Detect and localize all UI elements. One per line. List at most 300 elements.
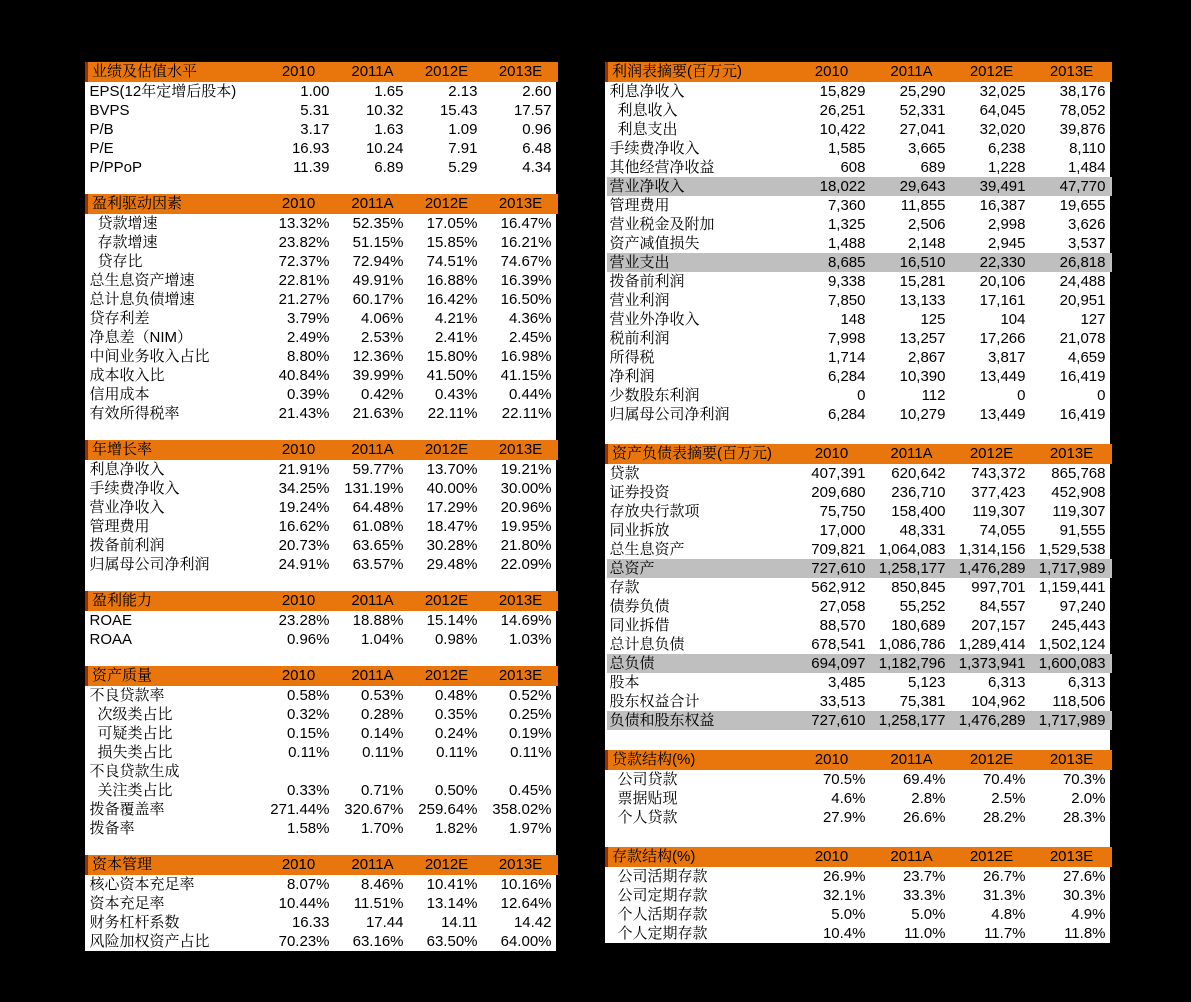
cell-value: 11.7% bbox=[984, 925, 1026, 942]
column-header: 2012E bbox=[410, 62, 484, 82]
table-row bbox=[87, 630, 558, 649]
cell-value: 0.48% bbox=[434, 687, 478, 704]
cell-value: 32.1% bbox=[822, 887, 866, 904]
column-header: 2012E bbox=[410, 855, 484, 875]
column-header: 2011A bbox=[872, 750, 952, 770]
cell-value: 1,289,414 bbox=[958, 636, 1026, 653]
cell-value: 17,000 bbox=[819, 522, 866, 539]
cell-value: 30.28% bbox=[426, 537, 478, 554]
cell-value: 0.11% bbox=[436, 744, 478, 761]
row-label: 存放央行款项 bbox=[609, 503, 700, 520]
cell-value: 13,449 bbox=[979, 406, 1026, 423]
cell-value: 8.80% bbox=[286, 348, 330, 365]
row-label: 总资产 bbox=[607, 559, 792, 578]
cell-value: 12.36% bbox=[352, 348, 404, 365]
cell-value: 19.24% bbox=[278, 499, 330, 516]
row-label: 有效所得税率 bbox=[89, 405, 180, 422]
table-row bbox=[87, 158, 558, 177]
cell-value: 3.79% bbox=[286, 310, 330, 327]
cell-value: 63.65% bbox=[352, 537, 404, 554]
table-row bbox=[607, 329, 1112, 348]
cell-value: 5.0% bbox=[911, 906, 946, 923]
table-row bbox=[87, 555, 558, 574]
table-income-statement bbox=[605, 62, 1112, 424]
table-title: 盈利驱动因素 bbox=[87, 194, 262, 214]
cell-value: 1,314,156 bbox=[958, 541, 1026, 558]
cell-value: 16.93 bbox=[291, 140, 330, 157]
table-row bbox=[607, 635, 1112, 654]
table-row bbox=[87, 271, 558, 290]
cell-value: 10.44% bbox=[278, 895, 330, 912]
cell-value: 1,488 bbox=[827, 235, 866, 252]
cell-value: 158,400 bbox=[891, 503, 946, 520]
cell-value: 22.09% bbox=[500, 556, 552, 573]
row-label: 净利润 bbox=[609, 368, 655, 385]
cell-value: 1.58% bbox=[286, 820, 330, 837]
column-header: 2012E bbox=[952, 62, 1032, 82]
cell-value: 2,148 bbox=[907, 235, 946, 252]
cell-value: 24,488 bbox=[1059, 273, 1106, 290]
table-row bbox=[607, 464, 1112, 483]
table-row bbox=[607, 177, 1112, 196]
cell-value: 39,876 bbox=[1059, 121, 1106, 138]
row-label: 手续费净收入 bbox=[609, 140, 700, 157]
table-row bbox=[607, 367, 1112, 386]
table-row bbox=[87, 686, 558, 705]
row-label: 存款增速 bbox=[97, 234, 158, 251]
row-label: 拨备覆盖率 bbox=[89, 801, 165, 818]
cell-value: 320.67% bbox=[344, 801, 404, 818]
cell-value: 1,502,124 bbox=[1038, 636, 1106, 653]
table-title: 贷款结构(%) bbox=[607, 750, 792, 770]
cell-value: 29.48% bbox=[426, 556, 478, 573]
column-header: 2010 bbox=[262, 62, 336, 82]
table-row bbox=[607, 215, 1112, 234]
cell-value: 91,555 bbox=[1059, 522, 1106, 539]
table-performance-valuation bbox=[85, 62, 558, 177]
table-row bbox=[607, 654, 1112, 673]
cell-value: 61.08% bbox=[352, 518, 404, 535]
table-row bbox=[607, 789, 1112, 808]
cell-value: 850,845 bbox=[891, 579, 946, 596]
cell-value: 14.69% bbox=[500, 612, 552, 629]
column-header: 2012E bbox=[410, 591, 484, 611]
table-row bbox=[607, 578, 1112, 597]
cell-value: 55,252 bbox=[899, 598, 946, 615]
cell-value: 1,717,989 bbox=[1032, 559, 1112, 578]
cell-value: 358.02% bbox=[492, 801, 552, 818]
table-row bbox=[87, 214, 558, 233]
column-header: 2013E bbox=[1032, 847, 1112, 867]
cell-value: 1,714 bbox=[827, 349, 866, 366]
row-label: 营业税金及附加 bbox=[609, 216, 715, 233]
table-row bbox=[607, 405, 1112, 424]
column-header: 2012E bbox=[410, 194, 484, 214]
cell-value: 0.33% bbox=[286, 782, 330, 799]
row-label: P/B bbox=[89, 121, 114, 138]
cell-value: 1,373,941 bbox=[952, 654, 1032, 673]
cell-value: 0.42% bbox=[360, 386, 404, 403]
table-asset-quality bbox=[85, 666, 558, 838]
cell-value: 259.64% bbox=[418, 801, 478, 818]
row-label: 贷存利差 bbox=[89, 310, 150, 327]
cell-value: 7,360 bbox=[827, 197, 866, 214]
cell-value: 32,025 bbox=[979, 83, 1026, 100]
table-profitability bbox=[85, 591, 558, 649]
cell-value: 727,610 bbox=[792, 711, 872, 730]
cell-value: 78,052 bbox=[1059, 102, 1106, 119]
cell-value: 22.11% bbox=[427, 405, 478, 422]
cell-value: 63.16% bbox=[352, 933, 404, 950]
cell-value: 16.88% bbox=[426, 272, 478, 289]
cell-value: 63.50% bbox=[426, 933, 478, 950]
cell-value: 21.91% bbox=[278, 461, 330, 478]
cell-value: 23.82% bbox=[278, 234, 330, 251]
row-label: 个人定期存款 bbox=[617, 925, 708, 942]
column-header: 2012E bbox=[410, 440, 484, 460]
cell-value: 6,238 bbox=[987, 140, 1026, 157]
cell-value: 26.9% bbox=[822, 868, 866, 885]
column-header: 2010 bbox=[792, 62, 872, 82]
cell-value: 1,585 bbox=[827, 140, 866, 157]
row-label: 利息收入 bbox=[617, 102, 678, 119]
cell-value: 0.58% bbox=[286, 687, 330, 704]
cell-value: 13,133 bbox=[899, 292, 946, 309]
table-balance-sheet bbox=[605, 444, 1112, 730]
cell-value: 0.52% bbox=[508, 687, 552, 704]
row-label: 总负债 bbox=[607, 654, 792, 673]
cell-value: 24.91% bbox=[278, 556, 330, 573]
cell-value: 21.27% bbox=[278, 291, 330, 308]
table-row bbox=[87, 385, 558, 404]
table-header-row bbox=[87, 62, 558, 82]
cell-value bbox=[336, 762, 410, 781]
row-label: 利息净收入 bbox=[609, 83, 685, 100]
table-row bbox=[87, 328, 558, 347]
cell-value: 52,331 bbox=[899, 102, 946, 119]
cell-value: 18.47% bbox=[426, 518, 478, 535]
table-row bbox=[607, 502, 1112, 521]
cell-value: 21.63% bbox=[352, 405, 404, 422]
cell-value: 27.9% bbox=[822, 809, 866, 826]
table-row bbox=[607, 559, 1112, 578]
table-row bbox=[607, 483, 1112, 502]
table-row bbox=[607, 867, 1112, 886]
cell-value: 15,829 bbox=[819, 83, 866, 100]
cell-value: 7.91 bbox=[448, 140, 478, 157]
cell-value: 6,284 bbox=[827, 406, 866, 423]
cell-value: 104,962 bbox=[971, 693, 1026, 710]
table-title: 业绩及估值水平 bbox=[87, 62, 262, 82]
row-label: 利息净收入 bbox=[89, 461, 165, 478]
cell-value: 209,680 bbox=[811, 484, 866, 501]
cell-value: 30.3% bbox=[1062, 887, 1106, 904]
cell-value: 16,510 bbox=[872, 253, 952, 272]
cell-value: 2.8% bbox=[911, 790, 946, 807]
row-label: 财务杠杆系数 bbox=[89, 914, 180, 931]
cell-value: 21.43% bbox=[278, 405, 330, 422]
cell-value: 125 bbox=[920, 311, 946, 328]
cell-value: 3,817 bbox=[987, 349, 1026, 366]
column-header: 2011A bbox=[336, 440, 410, 460]
cell-value: 2,945 bbox=[987, 235, 1026, 252]
table-row bbox=[607, 158, 1112, 177]
cell-value: 63.57% bbox=[352, 556, 404, 573]
cell-value: 4.8% bbox=[991, 906, 1026, 923]
table-row bbox=[607, 905, 1112, 924]
table-row bbox=[87, 404, 558, 423]
cell-value: 16,419 bbox=[1059, 368, 1106, 385]
cell-value: 0.53% bbox=[360, 687, 404, 704]
cell-value: 15.14% bbox=[426, 612, 478, 629]
cell-value: 104 bbox=[1000, 311, 1026, 328]
row-label: 个人活期存款 bbox=[617, 906, 708, 923]
cell-value: 5.0% bbox=[831, 906, 866, 923]
row-label: BVPS bbox=[89, 102, 130, 119]
cell-value: 0 bbox=[1017, 387, 1026, 404]
cell-value: 6,284 bbox=[827, 368, 866, 385]
cell-value: 16.62% bbox=[278, 518, 330, 535]
row-label: 贷存比 bbox=[97, 253, 143, 270]
cell-value: 8.46% bbox=[360, 876, 404, 893]
column-header: 2013E bbox=[1032, 62, 1112, 82]
row-label: 营业外净收入 bbox=[609, 311, 700, 328]
cell-value: 22.81% bbox=[278, 272, 330, 289]
cell-value: 15.85% bbox=[426, 234, 478, 251]
table-header-row bbox=[87, 855, 558, 875]
row-label: 负债和股东权益 bbox=[607, 711, 792, 730]
row-label: 存款 bbox=[609, 579, 640, 596]
column-header: 2011A bbox=[336, 666, 410, 686]
cell-value: 15.80% bbox=[426, 348, 478, 365]
cell-value: 22.11% bbox=[501, 405, 552, 422]
cell-value: 1.09 bbox=[448, 121, 478, 138]
cell-value: 49.91% bbox=[352, 272, 404, 289]
table-row bbox=[87, 913, 558, 932]
cell-value: 2.13 bbox=[448, 83, 478, 100]
cell-value: 30.00% bbox=[500, 480, 552, 497]
row-label: 不良贷款率 bbox=[89, 687, 165, 704]
row-label: 资产减值损失 bbox=[609, 235, 700, 252]
cell-value: 29,643 bbox=[872, 177, 952, 196]
row-label: 中间业务收入占比 bbox=[89, 348, 210, 365]
cell-value: 1,476,289 bbox=[952, 559, 1032, 578]
row-label: 手续费净收入 bbox=[89, 480, 180, 497]
cell-value: 0.25% bbox=[508, 706, 552, 723]
cell-value: 0.14% bbox=[360, 725, 404, 742]
table-row bbox=[607, 924, 1112, 943]
cell-value: 452,908 bbox=[1051, 484, 1106, 501]
cell-value: 1,228 bbox=[987, 159, 1026, 176]
column-header: 2010 bbox=[792, 444, 872, 464]
table-capital-management bbox=[85, 855, 558, 951]
cell-value: 17,161 bbox=[979, 292, 1026, 309]
cell-value: 4.06% bbox=[360, 310, 404, 327]
cell-value: 4.21% bbox=[434, 310, 478, 327]
cell-value: 13.70% bbox=[426, 461, 478, 478]
cell-value: 26.7% bbox=[982, 868, 1026, 885]
cell-value: 0.96 bbox=[522, 121, 552, 138]
cell-value: 4.6% bbox=[831, 790, 866, 807]
table-row bbox=[87, 894, 558, 913]
row-label: 拨备前利润 bbox=[609, 273, 685, 290]
column-header: 2011A bbox=[872, 444, 952, 464]
table-header-row bbox=[87, 440, 558, 460]
cell-value: 694,097 bbox=[792, 654, 872, 673]
cell-value: 0.11% bbox=[510, 744, 552, 761]
cell-value: 2,998 bbox=[987, 216, 1026, 233]
row-label: 公司活期存款 bbox=[617, 868, 708, 885]
row-label: 股本 bbox=[609, 674, 640, 691]
row-label: 总生息资产 bbox=[609, 541, 685, 558]
row-label: 贷款 bbox=[609, 465, 640, 482]
table-header-row bbox=[87, 666, 558, 686]
column-header: 2011A bbox=[336, 194, 410, 214]
row-label: 票据贴现 bbox=[617, 790, 678, 807]
cell-value: 17.44 bbox=[365, 914, 404, 931]
cell-value: 16.50% bbox=[500, 291, 552, 308]
cell-value: 11.51% bbox=[353, 895, 404, 912]
cell-value: 407,391 bbox=[811, 465, 866, 482]
cell-value: 1,600,083 bbox=[1032, 654, 1112, 673]
table-row bbox=[87, 101, 558, 120]
row-label: 管理费用 bbox=[609, 197, 670, 214]
cell-value: 10.32 bbox=[365, 102, 404, 119]
cell-value: 17.29% bbox=[426, 499, 478, 516]
cell-value: 5.31 bbox=[300, 102, 330, 119]
cell-value: 997,701 bbox=[971, 579, 1026, 596]
cell-value: 0.15% bbox=[286, 725, 330, 742]
column-header: 2011A bbox=[336, 591, 410, 611]
table-row bbox=[87, 705, 558, 724]
table-row bbox=[607, 886, 1112, 905]
column-header: 2012E bbox=[952, 444, 1032, 464]
row-label: 成本收入比 bbox=[89, 367, 165, 384]
cell-value: 25,290 bbox=[899, 83, 946, 100]
cell-value: 245,443 bbox=[1051, 617, 1106, 634]
table-title: 存款结构(%) bbox=[607, 847, 792, 867]
cell-value: 1.63 bbox=[374, 121, 404, 138]
cell-value: 1.00 bbox=[300, 83, 330, 100]
cell-value: 1,529,538 bbox=[1038, 541, 1106, 558]
cell-value: 562,912 bbox=[811, 579, 866, 596]
cell-value: 4.34 bbox=[522, 159, 552, 176]
row-label: 同业拆借 bbox=[609, 617, 670, 634]
cell-value: 70.23% bbox=[278, 933, 330, 950]
column-header: 2012E bbox=[410, 666, 484, 686]
column-header: 2011A bbox=[336, 855, 410, 875]
row-label: EPS(12年定增后股本) bbox=[89, 83, 237, 100]
cell-value: 2.49% bbox=[286, 329, 330, 346]
row-label: 拨备前利润 bbox=[89, 537, 165, 554]
row-label: 总生息资产增速 bbox=[89, 272, 195, 289]
cell-value: 1,484 bbox=[1067, 159, 1106, 176]
row-label: P/PPoP bbox=[89, 159, 143, 176]
cell-value: 70.5% bbox=[822, 771, 866, 788]
cell-value: 20,951 bbox=[1059, 292, 1106, 309]
cell-value: 17,266 bbox=[979, 330, 1026, 347]
row-label: 风险加权资产占比 bbox=[89, 933, 210, 950]
cell-value: 0.50% bbox=[434, 782, 478, 799]
cell-value: 0.11% bbox=[362, 744, 404, 761]
cell-value: 2.0% bbox=[1071, 790, 1106, 807]
column-header: 2013E bbox=[1032, 750, 1112, 770]
cell-value: 207,157 bbox=[971, 617, 1026, 634]
row-label: 不良贷款生成 bbox=[89, 763, 180, 780]
row-label: 可疑类占比 bbox=[97, 725, 173, 742]
cell-value: 75,750 bbox=[819, 503, 866, 520]
cell-value: 33.3% bbox=[902, 887, 946, 904]
cell-value: 23.7% bbox=[902, 868, 946, 885]
cell-value: 0.43% bbox=[434, 386, 478, 403]
cell-value: 1.03% bbox=[508, 631, 552, 648]
cell-value: 7,998 bbox=[827, 330, 866, 347]
cell-value: 743,372 bbox=[971, 465, 1026, 482]
row-label: 次级类占比 bbox=[97, 706, 173, 723]
cell-value: 0.28% bbox=[360, 706, 404, 723]
column-header: 2011A bbox=[872, 847, 952, 867]
table-row bbox=[607, 711, 1112, 730]
table-row bbox=[607, 616, 1112, 635]
cell-value: 15,281 bbox=[899, 273, 946, 290]
cell-value: 10.24 bbox=[365, 140, 404, 157]
cell-value: 1.82% bbox=[434, 820, 478, 837]
table-row bbox=[607, 808, 1112, 827]
cell-value: 727,610 bbox=[792, 559, 872, 578]
cell-value: 16.42% bbox=[426, 291, 478, 308]
table-row bbox=[87, 82, 558, 101]
cell-value: 51.15% bbox=[352, 234, 404, 251]
cell-value: 0.24% bbox=[434, 725, 478, 742]
cell-value: 0.11% bbox=[288, 744, 330, 761]
cell-value: 10.16% bbox=[500, 876, 552, 893]
cell-value: 16.47% bbox=[500, 215, 552, 232]
cell-value: 60.17% bbox=[352, 291, 404, 308]
cell-value bbox=[410, 762, 484, 781]
cell-value: 16.21% bbox=[500, 234, 552, 251]
row-label: 公司定期存款 bbox=[617, 887, 708, 904]
row-label: 管理费用 bbox=[89, 518, 150, 535]
cell-value: 2.45% bbox=[508, 329, 552, 346]
cell-value: 5.29 bbox=[448, 159, 478, 176]
cell-value: 11.0% bbox=[904, 925, 946, 942]
cell-value: 41.15% bbox=[500, 367, 552, 384]
column-header: 2013E bbox=[484, 855, 558, 875]
column-header: 2013E bbox=[484, 440, 558, 460]
table-row bbox=[87, 120, 558, 139]
cell-value: 4.36% bbox=[508, 310, 552, 327]
cell-value: 11.39 bbox=[293, 159, 330, 176]
table-row bbox=[607, 120, 1112, 139]
cell-value: 41.50% bbox=[426, 367, 478, 384]
cell-value: 14.11 bbox=[441, 914, 478, 931]
row-label: 营业净收入 bbox=[607, 177, 792, 196]
cell-value: 18,022 bbox=[792, 177, 872, 196]
cell-value: 26,251 bbox=[819, 102, 866, 119]
cell-value: 39.99% bbox=[352, 367, 404, 384]
table-row bbox=[87, 233, 558, 252]
right-tables-panel bbox=[605, 62, 1110, 943]
row-label: 税前利润 bbox=[609, 330, 670, 347]
table-row bbox=[607, 348, 1112, 367]
cell-value: 10,279 bbox=[899, 406, 946, 423]
cell-value: 0.45% bbox=[508, 782, 552, 799]
cell-value: 7,850 bbox=[827, 292, 866, 309]
row-label: 公司贷款 bbox=[617, 771, 678, 788]
cell-value: 28.2% bbox=[982, 809, 1026, 826]
cell-value: 52.35% bbox=[352, 215, 404, 232]
cell-value: 70.4% bbox=[982, 771, 1026, 788]
